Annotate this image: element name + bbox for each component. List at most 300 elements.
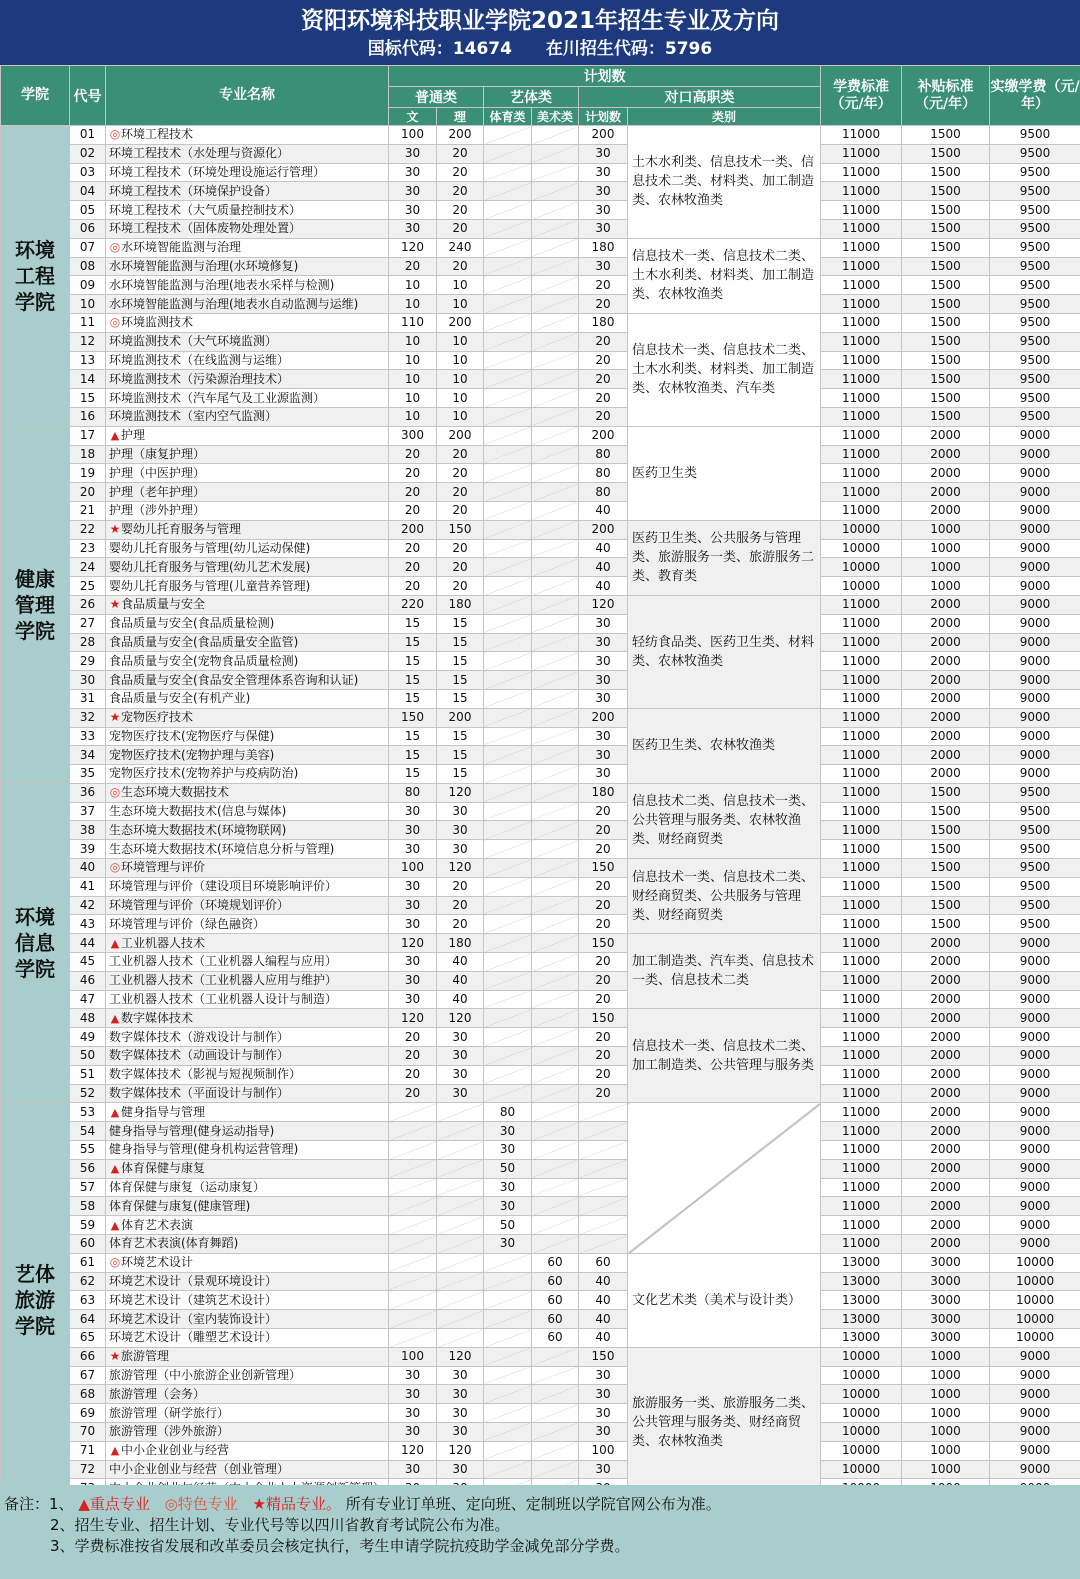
tuition-fee: 11000 [821,126,902,145]
actual-fee: 9000 [990,1084,1080,1103]
plan-fine-art-empty [532,389,579,408]
plan-vocational: 180 [579,238,628,257]
plan-fine-art-empty [532,708,579,727]
plan-li: 200 [437,126,484,145]
table-row [1,1366,1080,1385]
plan-sports-empty [484,765,532,784]
key-major-triangle-icon: ▲ [110,429,120,443]
plan-vocational: 80 [579,464,628,483]
college-name: 健康管理学院 [1,426,70,783]
table-row [1,332,1080,351]
plan-sports-empty [484,558,532,577]
tuition-fee: 11000 [821,971,902,990]
major-code: 37 [70,802,106,821]
subsidy-amount: 2000 [902,708,990,727]
major-name-text: 护理（老年护理） [109,484,206,499]
plan-vocational-empty [579,1216,628,1235]
major-name-text: 健身指导与管理(健身机构运营管理) [109,1142,299,1157]
actual-fee: 9000 [990,971,1080,990]
table-row [1,633,1080,652]
plan-sports: 50 [484,1159,532,1178]
table-row [1,276,1080,295]
major-name [106,182,389,201]
plan-li-empty [437,1272,484,1291]
major-name-text: 环境管理与评价 [121,860,206,875]
plan-sports-empty [484,464,532,483]
major-name [106,915,389,934]
subsidy-amount: 1000 [902,577,990,596]
plan-wen: 20 [389,445,437,464]
plan-fine-art-empty [532,877,579,896]
major-name [106,1009,389,1028]
major-name [106,1422,389,1441]
plan-vocational: 20 [579,1047,628,1066]
major-name [106,1197,389,1216]
major-code: 46 [70,971,106,990]
plan-li: 20 [437,915,484,934]
actual-fee: 9500 [990,389,1080,408]
tuition-fee: 11000 [821,1065,902,1084]
vocational-category: 加工制造类、汽车类、信息技术一类、信息技术二类 [628,934,821,1009]
major-code: 28 [70,633,106,652]
subsidy-amount: 2000 [902,1178,990,1197]
plan-li: 30 [437,821,484,840]
plan-wen: 100 [389,1347,437,1366]
tuition-fee: 11000 [821,407,902,426]
major-name [106,1141,389,1160]
plan-li: 30 [437,802,484,821]
plan-fine-art-empty [532,802,579,821]
vocational-category: 医药卫生类、农林牧渔类 [628,708,821,783]
plan-li: 120 [437,783,484,802]
tuition-fee: 10000 [821,1404,902,1423]
subsidy-amount: 3000 [902,1329,990,1348]
table-row [1,746,1080,765]
plan-sports-empty [484,126,532,145]
plan-vocational: 200 [579,426,628,445]
table-row [1,821,1080,840]
plan-wen: 120 [389,238,437,257]
tuition-fee: 11000 [821,877,902,896]
plan-fine-art-empty [532,915,579,934]
major-name [106,1122,389,1141]
subsidy-amount: 1000 [902,1441,990,1460]
subsidy-amount: 2000 [902,971,990,990]
actual-fee: 9500 [990,821,1080,840]
table-row [1,765,1080,784]
plan-li: 10 [437,351,484,370]
sichuan-code: 在川招生代码：5796 [545,39,713,59]
plan-li: 15 [437,689,484,708]
plan-wen: 10 [389,276,437,295]
vocational-category: 信息技术一类、信息技术二类、土木水利类、材料类、加工制造类、农林牧渔类 [628,238,821,313]
plan-fine-art-empty [532,295,579,314]
plan-sports-empty [484,1422,532,1441]
fine-major-star-icon: ★ [109,710,121,725]
plan-wen: 150 [389,708,437,727]
major-code: 52 [70,1084,106,1103]
tuition-fee: 10000 [821,558,902,577]
major-name [106,539,389,558]
major-name [106,1047,389,1066]
tuition-fee: 11000 [821,351,902,370]
table-row [1,1441,1080,1460]
plan-fine-art-empty [532,445,579,464]
table-row [1,577,1080,596]
notes-panel [0,1485,1080,1579]
table-row [1,953,1080,972]
key-major-triangle-icon: ▲ [110,1011,120,1025]
table-row [1,539,1080,558]
plan-sports-empty [484,1009,532,1028]
actual-fee: 9000 [990,520,1080,539]
actual-fee: 9000 [990,464,1080,483]
plan-wen: 15 [389,746,437,765]
major-name-text: 健身指导与管理 [121,1104,206,1119]
tuition-fee: 11000 [821,595,902,614]
major-code: 34 [70,746,106,765]
major-code: 51 [70,1065,106,1084]
plan-vocational: 30 [579,1422,628,1441]
major-name-text: 婴幼儿托育服务与管理 [121,522,242,537]
plan-vocational: 40 [579,539,628,558]
tuition-fee: 11000 [821,1084,902,1103]
major-code: 12 [70,332,106,351]
major-code: 13 [70,351,106,370]
plan-wen: 120 [389,1009,437,1028]
plan-vocational: 80 [579,445,628,464]
plan-fine-art-empty [532,727,579,746]
plan-li: 120 [437,859,484,878]
plan-vocational: 20 [579,351,628,370]
major-code: 24 [70,558,106,577]
actual-fee: 9000 [990,1235,1080,1254]
plan-li: 15 [437,727,484,746]
major-name [106,407,389,426]
tuition-fee: 11000 [821,802,902,821]
major-name-text: 环境监测技术（室内空气监测） [109,409,278,424]
col-plan: 计划数 [389,66,821,87]
plan-li: 20 [437,877,484,896]
tuition-fee: 11000 [821,257,902,276]
plan-wen-empty [389,1122,437,1141]
major-name-text: 环境管理与评价（绿色融资） [109,916,266,931]
subsidy-amount: 2000 [902,483,990,502]
national-code: 国标代码：14674 [367,39,512,59]
plan-vocational: 30 [579,1385,628,1404]
table-row [1,877,1080,896]
plan-sports-empty [484,1065,532,1084]
plan-fine-art: 60 [532,1291,579,1310]
actual-fee: 9000 [990,595,1080,614]
plan-wen-empty [389,1178,437,1197]
major-code: 64 [70,1310,106,1329]
plan-li: 15 [437,614,484,633]
actual-fee: 9000 [990,1047,1080,1066]
tuition-fee: 11000 [821,859,902,878]
subsidy-amount: 2000 [902,671,990,690]
major-name-text: 工业机器人技术 [121,935,206,950]
major-name [106,783,389,802]
table-row [1,840,1080,859]
table-row [1,1122,1080,1141]
plan-wen-empty [389,1310,437,1329]
subsidy-amount: 1500 [902,407,990,426]
plan-vocational-empty [579,1197,628,1216]
major-name [106,295,389,314]
major-code: 62 [70,1272,106,1291]
plan-wen: 20 [389,1065,437,1084]
plan-sports-empty [484,238,532,257]
actual-fee: 9000 [990,539,1080,558]
plan-sports-empty [484,934,532,953]
plan-wen: 15 [389,765,437,784]
table-row [1,934,1080,953]
subsidy-amount: 2000 [902,595,990,614]
major-name-text: 环境艺术设计（室内装饰设计） [109,1311,278,1326]
plan-li: 10 [437,389,484,408]
plan-sports-empty [484,144,532,163]
major-code: 47 [70,990,106,1009]
actual-fee: 9500 [990,182,1080,201]
plan-vocational: 20 [579,990,628,1009]
major-code: 68 [70,1385,106,1404]
plan-li: 30 [437,1385,484,1404]
plan-li-empty [437,1178,484,1197]
major-name [106,1084,389,1103]
major-name-text: 生态环境大数据技术(环境物联网) [109,822,287,837]
plan-sports-empty [484,708,532,727]
major-code: 32 [70,708,106,727]
plan-li: 180 [437,595,484,614]
plan-sports: 30 [484,1235,532,1254]
tuition-fee: 11000 [821,708,902,727]
plan-vocational: 20 [579,821,628,840]
major-name [106,652,389,671]
tuition-fee: 11000 [821,501,902,520]
plan-sports-empty [484,163,532,182]
actual-fee: 9500 [990,201,1080,220]
tuition-fee: 11000 [821,671,902,690]
plan-wen: 30 [389,971,437,990]
plan-sports-empty [484,389,532,408]
plan-sports-empty [484,1347,532,1366]
major-name [106,1441,389,1460]
plan-sports-empty [484,896,532,915]
plan-vocational: 30 [579,257,628,276]
plan-vocational: 20 [579,915,628,934]
actual-fee: 9500 [990,163,1080,182]
plan-vocational: 20 [579,877,628,896]
legend-fine-major: ★精品专业。 [252,1495,341,1513]
subsidy-amount: 1000 [902,1366,990,1385]
major-code: 03 [70,163,106,182]
major-code: 17 [70,426,106,445]
plan-li: 15 [437,765,484,784]
actual-fee: 9000 [990,765,1080,784]
major-code: 19 [70,464,106,483]
major-name-text: 环境工程技术 [121,127,194,142]
plan-sports-empty [484,1385,532,1404]
plan-fine-art-empty [532,182,579,201]
major-name [106,257,389,276]
major-name-text: 旅游管理（涉外旅游） [109,1424,230,1439]
subsidy-amount: 1000 [902,1422,990,1441]
plan-wen-empty [389,1216,437,1235]
plan-vocational: 20 [579,1084,628,1103]
plan-vocational: 30 [579,144,628,163]
plan-vocational-empty [579,1159,628,1178]
plan-sports-empty [484,595,532,614]
note-prefix: 备注：1、 [4,1495,74,1513]
table-row [1,1235,1080,1254]
plan-wen-empty [389,1159,437,1178]
major-name-text: 护理（涉外护理） [109,503,206,518]
table-row [1,201,1080,220]
actual-fee: 9000 [990,1141,1080,1160]
plan-li: 20 [437,896,484,915]
college-name: 环境信息学院 [1,783,70,1103]
plan-fine-art-empty [532,144,579,163]
table-row [1,971,1080,990]
major-name [106,614,389,633]
tuition-fee: 11000 [821,182,902,201]
major-code: 50 [70,1047,106,1066]
major-code: 60 [70,1235,106,1254]
plan-vocational: 150 [579,1347,628,1366]
plan-wen: 30 [389,144,437,163]
plan-sports-empty [484,520,532,539]
plan-li: 120 [437,1347,484,1366]
subsidy-amount: 1000 [902,558,990,577]
major-code: 27 [70,614,106,633]
plan-wen: 15 [389,633,437,652]
tuition-fee: 10000 [821,1460,902,1479]
plan-fine-art-empty [532,426,579,445]
subsidy-amount: 2000 [902,1235,990,1254]
major-code: 08 [70,257,106,276]
plan-sports-empty [484,276,532,295]
table-row [1,182,1080,201]
major-name [106,671,389,690]
plan-fine-art-empty [532,1422,579,1441]
subsidy-amount: 2000 [902,1216,990,1235]
plan-fine-art-empty [532,501,579,520]
table-row [1,1272,1080,1291]
plan-wen: 20 [389,1047,437,1066]
table-row [1,708,1080,727]
major-code: 65 [70,1329,106,1348]
major-code: 10 [70,295,106,314]
plan-wen: 20 [389,1028,437,1047]
plan-fine-art-empty [532,746,579,765]
actual-fee: 9500 [990,238,1080,257]
major-name [106,896,389,915]
plan-wen-empty [389,1103,437,1122]
major-name [106,1178,389,1197]
major-name [106,126,389,145]
major-name [106,1460,389,1479]
major-code: 39 [70,840,106,859]
plan-vocational: 30 [579,182,628,201]
col-voc-category: 类别 [628,108,821,126]
plan-wen: 15 [389,727,437,746]
vocational-category: 医药卫生类 [628,426,821,520]
vocational-category-empty [628,1103,821,1253]
plan-fine-art-empty [532,1460,579,1479]
col-code: 代号 [70,66,106,126]
major-name-text: 宠物医疗技术(宠物医疗与保健) [109,728,275,743]
plan-sports-empty [484,1441,532,1460]
table-row [1,313,1080,332]
plan-wen: 30 [389,877,437,896]
plan-fine-art-empty [532,1178,579,1197]
plan-li: 15 [437,633,484,652]
major-code: 22 [70,520,106,539]
plan-wen: 30 [389,1404,437,1423]
subsidy-amount: 1500 [902,163,990,182]
plan-fine-art-empty [532,464,579,483]
plan-vocational: 20 [579,1065,628,1084]
plan-wen: 300 [389,426,437,445]
plan-wen: 30 [389,915,437,934]
tuition-fee: 11000 [821,389,902,408]
plan-wen: 10 [389,295,437,314]
subsidy-amount: 2000 [902,633,990,652]
actual-fee: 9000 [990,1366,1080,1385]
major-code: 36 [70,783,106,802]
major-code: 02 [70,144,106,163]
major-name-text: 旅游管理（研学旅行） [109,1405,230,1420]
plan-vocational: 20 [579,407,628,426]
major-name-text: 数字媒体技术（平面设计与制作） [109,1086,290,1101]
plan-sports-empty [484,990,532,1009]
major-name-text: 健身指导与管理(健身运动指导) [109,1123,275,1138]
plan-sports-empty [484,1310,532,1329]
major-name [106,332,389,351]
subsidy-amount: 1500 [902,351,990,370]
plan-vocational: 80 [579,483,628,502]
major-name [106,313,389,332]
plan-wen: 120 [389,1441,437,1460]
tuition-fee: 11000 [821,276,902,295]
subsidy-amount: 2000 [902,746,990,765]
plan-sports-empty [484,652,532,671]
subsidy-amount: 1500 [902,313,990,332]
actual-fee: 9000 [990,558,1080,577]
major-code: 29 [70,652,106,671]
table-row [1,1347,1080,1366]
plan-li: 20 [437,182,484,201]
plan-sports-empty [484,370,532,389]
subsidy-amount: 1500 [902,276,990,295]
major-code: 26 [70,595,106,614]
major-name [106,1385,389,1404]
table-row [1,389,1080,408]
plan-fine-art-empty [532,577,579,596]
plan-vocational: 30 [579,1366,628,1385]
tuition-fee: 11000 [821,896,902,915]
plan-fine-art-empty [532,332,579,351]
subsidy-amount: 2000 [902,1141,990,1160]
tuition-fee: 11000 [821,238,902,257]
major-code: 01 [70,126,106,145]
plan-fine-art-empty [532,370,579,389]
major-name [106,1028,389,1047]
actual-fee: 9000 [990,614,1080,633]
major-name-text: 环境管理与评价（环境规划评价） [109,898,290,913]
actual-fee: 9500 [990,840,1080,859]
